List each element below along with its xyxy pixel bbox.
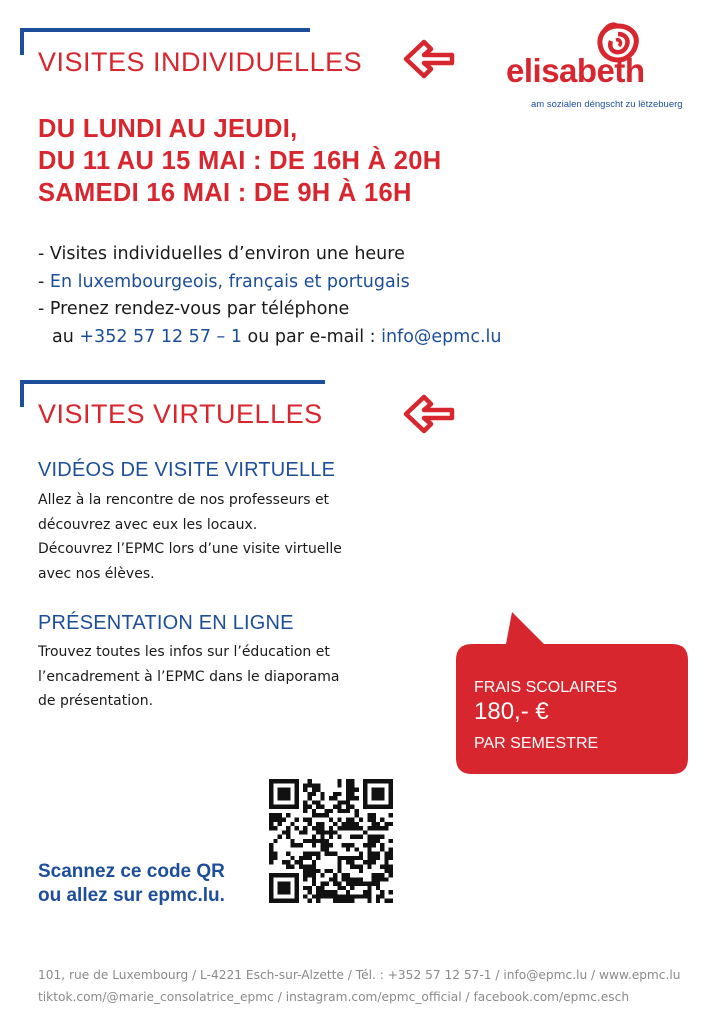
footer-address: 101, rue de Luxembourg / L-4221 Esch-sur-Alzette / Tél. : +352 57 12 57-1 / info@epmc.lu / www.epmc.lu [38, 968, 681, 982]
videos-text [38, 488, 342, 586]
fees-period: PAR SEMESTRE [474, 735, 599, 752]
text-line: Trouvez toutes les infos sur l’éducation et [38, 644, 330, 660]
qr-caption-line: Scannez ce code QR [38, 861, 225, 882]
footer-socials: tiktok.com/@marie_consolatrice_epmc / instagram.com/epmc_official / facebook.com/epmc.esch [38, 990, 630, 1004]
bullet-dash: - [38, 271, 50, 292]
text-line: Découvrez l’EPMC lors d’une visite virtuelle [38, 541, 342, 557]
logo-tagline: am sozialen déngscht zu lëtzebuerg [531, 99, 683, 110]
bullet-languages [38, 269, 501, 297]
bullet-duration: - Visites individuelles d’environ une heure [38, 244, 405, 264]
qr-code-icon[interactable] [269, 779, 393, 903]
contact-mid: ou par e-mail : [241, 326, 382, 347]
email-link[interactable]: info@epmc.lu [381, 326, 502, 347]
schedule-block [38, 113, 441, 209]
text-line: de présentation. [38, 693, 154, 709]
qr-caption [38, 860, 225, 908]
schedule-line: DU 11 AU 15 MAI : DE 16H À 20H [38, 147, 442, 175]
info-bullets [38, 241, 501, 351]
text-line: Allez à la rencontre de nos professeurs et [38, 492, 330, 508]
presentation-text [38, 640, 339, 714]
videos-title[interactable]: VIDÉOS DE VISITE VIRTUELLE [38, 459, 336, 481]
fees-amount: 180,- € [474, 698, 549, 725]
arrow-left-icon [400, 393, 458, 435]
fees-label: FRAIS SCOLAIRES [474, 679, 618, 696]
presentation-title[interactable]: PRÉSENTATION EN LIGNE [38, 612, 294, 634]
schedule-line: SAMEDI 16 MAI : DE 9H À 16H [38, 179, 412, 207]
text-line: avec nos élèves. [38, 565, 155, 582]
schedule-line: DU LUNDI AU JEUDI, [38, 115, 298, 143]
contact-prefix: au [52, 326, 80, 347]
languages-text: En luxembourgeois, français et portugais [49, 271, 410, 292]
bullet-contact [38, 324, 501, 352]
bullet-appointment: - Prenez rendez-vous par téléphone [38, 299, 350, 319]
phone-link[interactable]: +352 57 12 57 – 1 [79, 326, 242, 347]
arrow-left-icon [400, 38, 458, 80]
qr-caption-line: ou allez sur epmc.lu. [38, 885, 225, 906]
logo-wordmark: elisabeth [506, 52, 645, 89]
footer [38, 964, 681, 1008]
text-line: découvrez avec eux les locaux. [38, 516, 258, 533]
section-title-individual: VISITES INDIVIDUELLES [38, 47, 363, 77]
text-line: l’encadrement à l’EPMC dans le diaporama [38, 668, 340, 685]
section-title-virtual: VISITES VIRTUELLES [38, 399, 323, 429]
